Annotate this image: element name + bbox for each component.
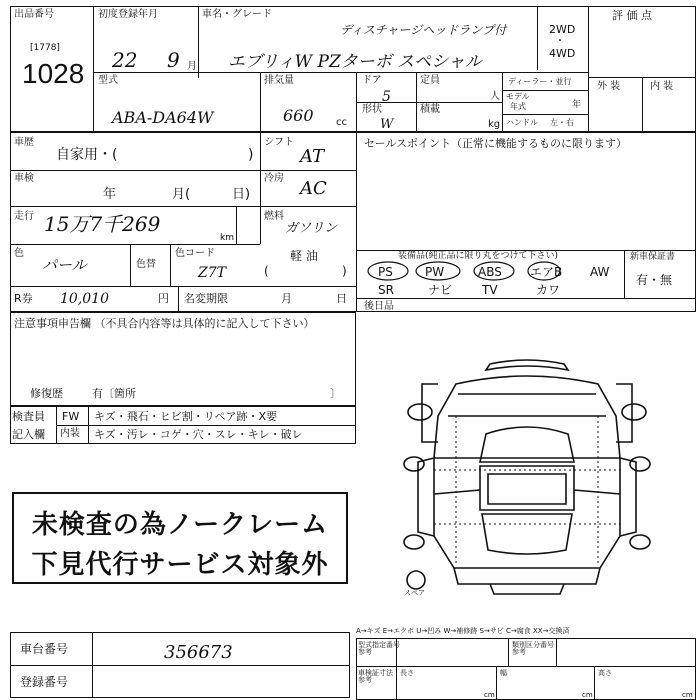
color-repaint-label: 色替 xyxy=(136,259,156,270)
divider xyxy=(10,206,356,207)
equip-abs: ABS xyxy=(478,265,502,279)
history-label: 車歴 xyxy=(14,137,34,148)
equip-airbag: エアB xyxy=(530,265,563,279)
fuel-value: ガソリン xyxy=(285,221,338,236)
first-reg-label: 初度登録年月 xyxy=(98,9,158,20)
drive-2wd: 2WD xyxy=(549,23,576,36)
fuel-close: ) xyxy=(342,264,347,278)
equip-ps: PS xyxy=(378,265,393,279)
divider xyxy=(56,406,57,444)
equip-leather: カワ xyxy=(536,283,561,297)
divider xyxy=(588,6,589,132)
divider xyxy=(93,72,588,73)
handle-value: 左・右 xyxy=(550,118,574,127)
equipment-label: 装備品(純正品に限り丸をつけて下さい) xyxy=(398,251,559,261)
divider xyxy=(508,638,509,666)
divider xyxy=(260,72,261,132)
name-change-label: 名変期限 xyxy=(184,292,228,305)
model-year-label2: 年式 xyxy=(510,102,526,111)
dealer-label: ディーラー・並行 xyxy=(508,77,572,86)
repair-label: 修復歴 xyxy=(30,387,63,400)
equipment-circles xyxy=(356,258,626,284)
model-label: 型式 xyxy=(98,75,118,86)
equip-tv: TV xyxy=(482,283,498,297)
doors-label: ドア xyxy=(362,75,382,86)
shift-label: シフト xyxy=(264,137,294,148)
divider xyxy=(10,244,260,245)
inspection-label: 車検 xyxy=(14,173,34,184)
notes-label: 注意事項申告欄 （不具合内容等は具体的に記入して下さい） xyxy=(14,317,315,330)
color-label: 色 xyxy=(14,248,24,259)
model-year-label1: モデル xyxy=(506,92,530,101)
shape-label: 形状 xyxy=(362,104,382,115)
aircon-label: 冷房 xyxy=(264,173,284,184)
first-reg-month-unit: 月 xyxy=(187,61,197,72)
divider xyxy=(496,666,497,700)
shape-value: W xyxy=(380,117,394,132)
legend-codes: A→キズ E→エクボ U→凹み W→補修跡 S→サビ C→腐食 XX→交換済 xyxy=(356,627,570,635)
car-name: エブリィW PZターボ スペシャル xyxy=(228,52,482,72)
fuel-option: 軽 油 xyxy=(290,249,318,263)
first-reg-year: 22 xyxy=(112,48,138,72)
legend-cm3: cm xyxy=(682,691,693,699)
registration-label: 登録番号 xyxy=(20,675,69,689)
inspector-int-label: 内装 xyxy=(60,428,80,439)
grade-exterior: 外 装 xyxy=(597,81,621,92)
car-name-label: 車名・グレード xyxy=(202,9,272,20)
repair-close: 〕 xyxy=(330,387,341,400)
divider xyxy=(502,72,503,132)
recycle-unit: 円 xyxy=(158,292,169,305)
selling-points-label: セールスポイント（正常に機能するものに限ります） xyxy=(364,137,628,150)
divider xyxy=(356,666,696,667)
new-warranty-label: 新車保証書 xyxy=(630,252,676,262)
circle-airbag xyxy=(528,262,563,280)
name-change-day: 日 xyxy=(336,292,347,305)
legend-cm2: cm xyxy=(582,691,593,699)
new-warranty-value: 有・無 xyxy=(636,273,673,287)
legend-length: 長さ xyxy=(400,669,414,677)
equip-sr: SR xyxy=(378,283,394,297)
history-value: 自家用・( xyxy=(56,147,118,163)
history-close: ) xyxy=(248,147,254,163)
lot-label: 出品番号 xyxy=(14,9,54,20)
color-code-value: Z7T xyxy=(198,265,226,281)
doors-value: 5 xyxy=(382,89,391,105)
drive-4wd: 4WD xyxy=(549,47,576,60)
inspection-day: 日) xyxy=(232,187,251,202)
divider xyxy=(10,665,350,666)
circle-pw xyxy=(416,262,460,280)
banner-line2: 下見代行サービス対象外 xyxy=(31,550,329,580)
legend-cm1: cm xyxy=(484,691,495,699)
inspector-label1: 検査員 xyxy=(12,410,45,423)
divider xyxy=(537,6,538,70)
grade-interior: 内 装 xyxy=(650,81,674,92)
divider xyxy=(260,132,261,244)
divider xyxy=(356,298,696,299)
chassis-label: 車台番号 xyxy=(20,642,69,656)
car-damage-diagram xyxy=(398,354,656,602)
rear-seat-label: 後日品 xyxy=(364,301,394,312)
aircon-value: AC xyxy=(300,178,327,199)
displacement-value: 660 xyxy=(283,106,314,125)
disclaimer-banner xyxy=(12,492,348,584)
equip-navi: ナビ xyxy=(428,283,453,297)
inspection-month: 月( xyxy=(172,187,191,202)
equip-pw: PW xyxy=(425,265,445,279)
color-value: パール xyxy=(42,256,87,274)
handle-label: ハンドル xyxy=(506,118,538,127)
fuel-label: 燃料 xyxy=(264,211,284,222)
divider xyxy=(10,286,356,287)
inspector-fw-text: キズ・飛石・ヒビ割・リペア跡・X要 xyxy=(94,410,278,423)
equip-aw: AW xyxy=(590,265,610,279)
spare-label: スペア xyxy=(404,589,425,597)
divider xyxy=(178,286,179,312)
divider xyxy=(170,244,171,286)
legend-vin-label: 型式指定番号 参考 xyxy=(358,641,400,656)
lot-number: 1028 xyxy=(22,58,85,89)
shift-value: AT xyxy=(300,146,325,167)
displacement-label: 排気量 xyxy=(264,75,294,86)
divider xyxy=(642,77,643,132)
divider xyxy=(594,666,595,700)
name-change-month: 月 xyxy=(281,292,292,305)
legend-class-label: 類別区分番号 参考 xyxy=(512,641,554,656)
load-label: 積載 xyxy=(420,104,440,115)
mileage-value: 15万7千269 xyxy=(44,212,161,236)
circle-ps xyxy=(368,262,408,280)
recycle-label: R券 xyxy=(14,292,33,305)
divider xyxy=(56,425,356,426)
divider xyxy=(502,114,588,115)
color-code-label: 色コード xyxy=(175,248,215,259)
divider xyxy=(556,638,557,666)
drive-dot: ・ xyxy=(555,36,565,47)
lot-code: [1778] xyxy=(30,43,60,53)
fuel-open: ( xyxy=(264,264,269,278)
circle-abs xyxy=(474,262,514,280)
mileage-label: 走行 xyxy=(14,211,34,222)
divider xyxy=(356,102,502,103)
model-value: ABA-DA64W xyxy=(112,108,214,127)
divider xyxy=(236,206,237,244)
inspection-year: 年 xyxy=(103,187,117,202)
legend-height: 高さ xyxy=(598,669,612,677)
load-unit: kg xyxy=(488,119,501,130)
divider xyxy=(130,244,131,286)
recycle-value: 10,010 xyxy=(60,291,109,307)
banner-line1: 未検査の為ノークレーム xyxy=(31,510,329,540)
inspector-label2: 記入欄 xyxy=(12,428,45,441)
car-note: ディスチャージヘッドランプ付 xyxy=(340,23,507,37)
first-reg-month: 9 xyxy=(167,48,180,72)
grade-label: 評 価 点 xyxy=(612,9,652,22)
divider xyxy=(198,6,199,78)
divider xyxy=(356,132,357,312)
divider xyxy=(502,90,588,91)
displacement-unit: cc xyxy=(336,117,347,128)
repair-value: 有〔箇所 xyxy=(92,387,136,400)
divider xyxy=(92,632,93,698)
inspector-fw-label: FW xyxy=(62,410,80,423)
model-year-unit: 年 xyxy=(572,100,582,110)
legend-base-label: 車検証寸法 参考 xyxy=(358,669,393,684)
capacity-label: 定員 xyxy=(420,75,440,86)
divider xyxy=(88,406,89,444)
capacity-unit: 人 xyxy=(490,91,500,102)
mileage-unit: km xyxy=(220,233,234,243)
inspector-int-text: キズ・汚レ・コゲ・穴・スレ・キレ・破レ xyxy=(94,428,303,441)
divider xyxy=(93,6,94,132)
chassis-value: 356673 xyxy=(164,642,233,663)
divider xyxy=(10,170,356,171)
legend-width: 幅 xyxy=(500,669,507,677)
